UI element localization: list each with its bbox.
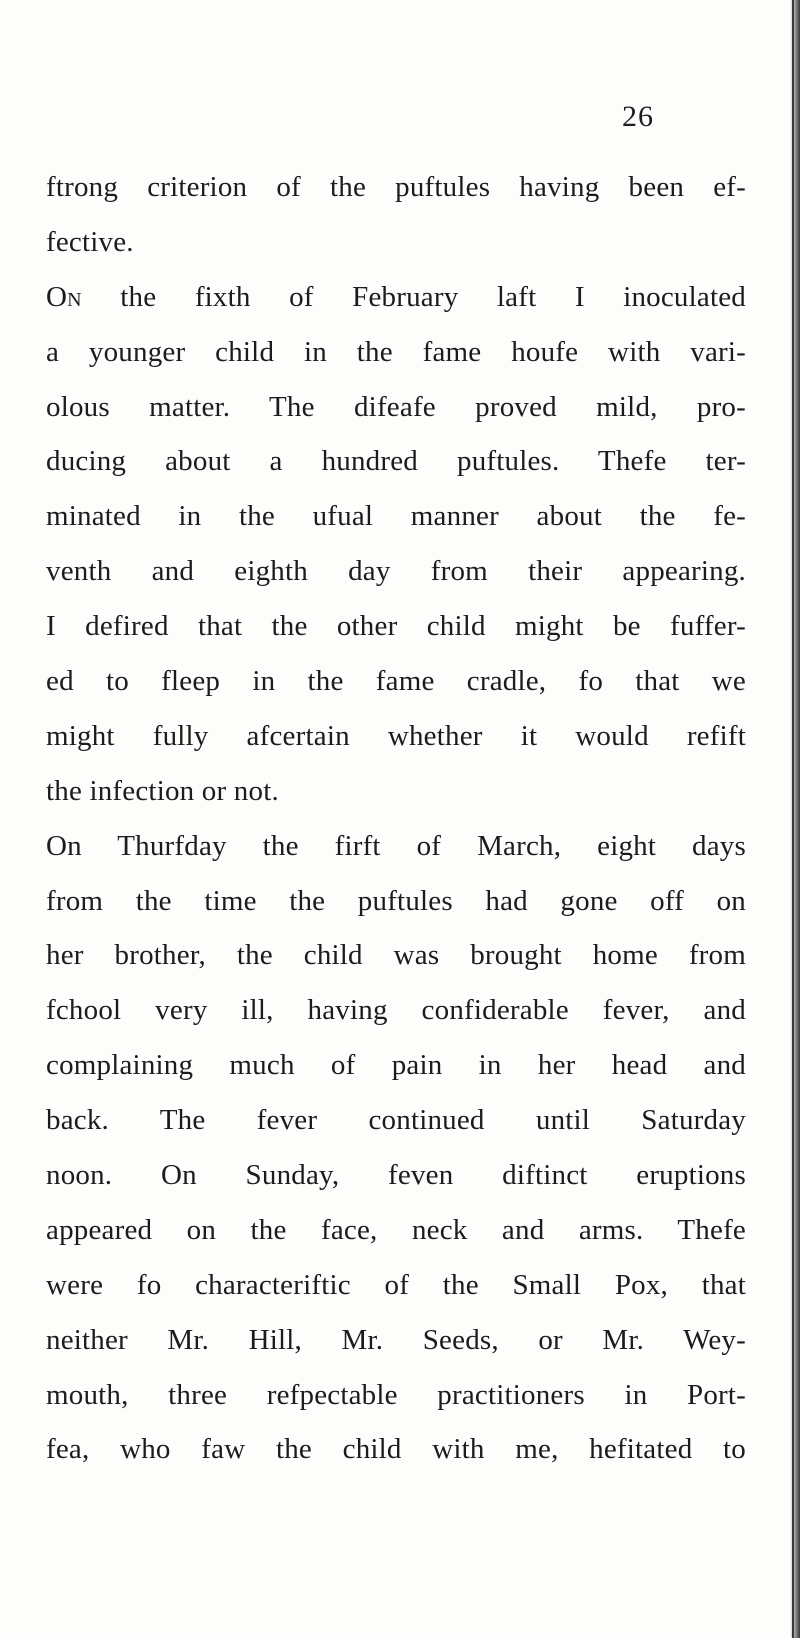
page-number: 26 [622,100,654,133]
text-line [46,544,746,599]
text-line-content: mouth, three refpectable practitioners in Port- [46,1378,746,1411]
text-line-content: ducing about a hundred puftules. Thefe ter- [46,445,746,478]
text-line [46,599,746,654]
paragraph-lead-word: On [46,280,82,313]
text-line-content: appeared on the face, neck and arms. Thefe [46,1213,746,1246]
text-line [46,1368,746,1423]
text-line [46,819,746,874]
text-line [46,874,746,929]
text-line [46,654,746,709]
text-line [46,983,746,1038]
text-line-content: minated in the ufual manner about the fe- [46,500,746,533]
text-line-content: the infection or not. [46,774,279,807]
text-line-content: noon. On Sunday, feven diftinct eruptions [46,1159,746,1192]
text-line [46,1203,746,1258]
text-line [46,380,746,435]
text-line-content: ed to fleep in the fame cradle, fo that we [46,665,746,698]
text-line [46,1422,746,1477]
text-line-content: venth and eighth day from their appearing. [46,555,746,588]
text-line-content: might fully afcertain whether it would refift [46,719,746,752]
text-line [46,215,746,270]
text-line [46,928,746,983]
text-line [46,325,746,380]
page-edge-line [792,0,794,1638]
text-line [46,764,746,819]
text-line-content: olous matter. The difeafe proved mild, pro- [46,390,746,423]
text-line [46,160,746,215]
text-line-content: complaining much of pain in her head and [46,1049,746,1082]
text-line-content: fea, who faw the child with me, hefitated to [46,1433,746,1466]
text-line-content: On Thurfday the firft of March, eight days [46,829,746,862]
text-line-content: from the time the puftules had gone off on [46,884,746,917]
text-line-content: neither Mr. Hill, Mr. Seeds, or Mr. Wey- [46,1323,746,1356]
text-line-content: a younger child in the fame houfe with vari- [46,335,746,368]
text-line [46,489,746,544]
text-line [46,1093,746,1148]
text-line [46,1148,746,1203]
text-line [46,434,746,489]
text-line-content: fective. [46,225,134,258]
text-line [46,709,746,764]
text-line-content: I defired that the other child might be fuffer- [46,610,746,643]
text-line-content: fchool very ill, having confiderable fever, and [46,994,746,1027]
text-line-content: were fo characteriftic of the Small Pox, that [46,1268,746,1301]
text-line-content: back. The fever continued until Saturday [46,1104,746,1137]
text-line [46,1313,746,1368]
body-text [46,160,746,1477]
text-line [46,1038,746,1093]
text-line [46,1258,746,1313]
text-line-content: her brother, the child was brought home from [46,939,746,972]
text-line [46,270,746,325]
text-line-content: ftrong criterion of the puftules having been ef- [46,171,746,203]
text-line-content: the fixth of February laft I inoculated [81,280,746,313]
